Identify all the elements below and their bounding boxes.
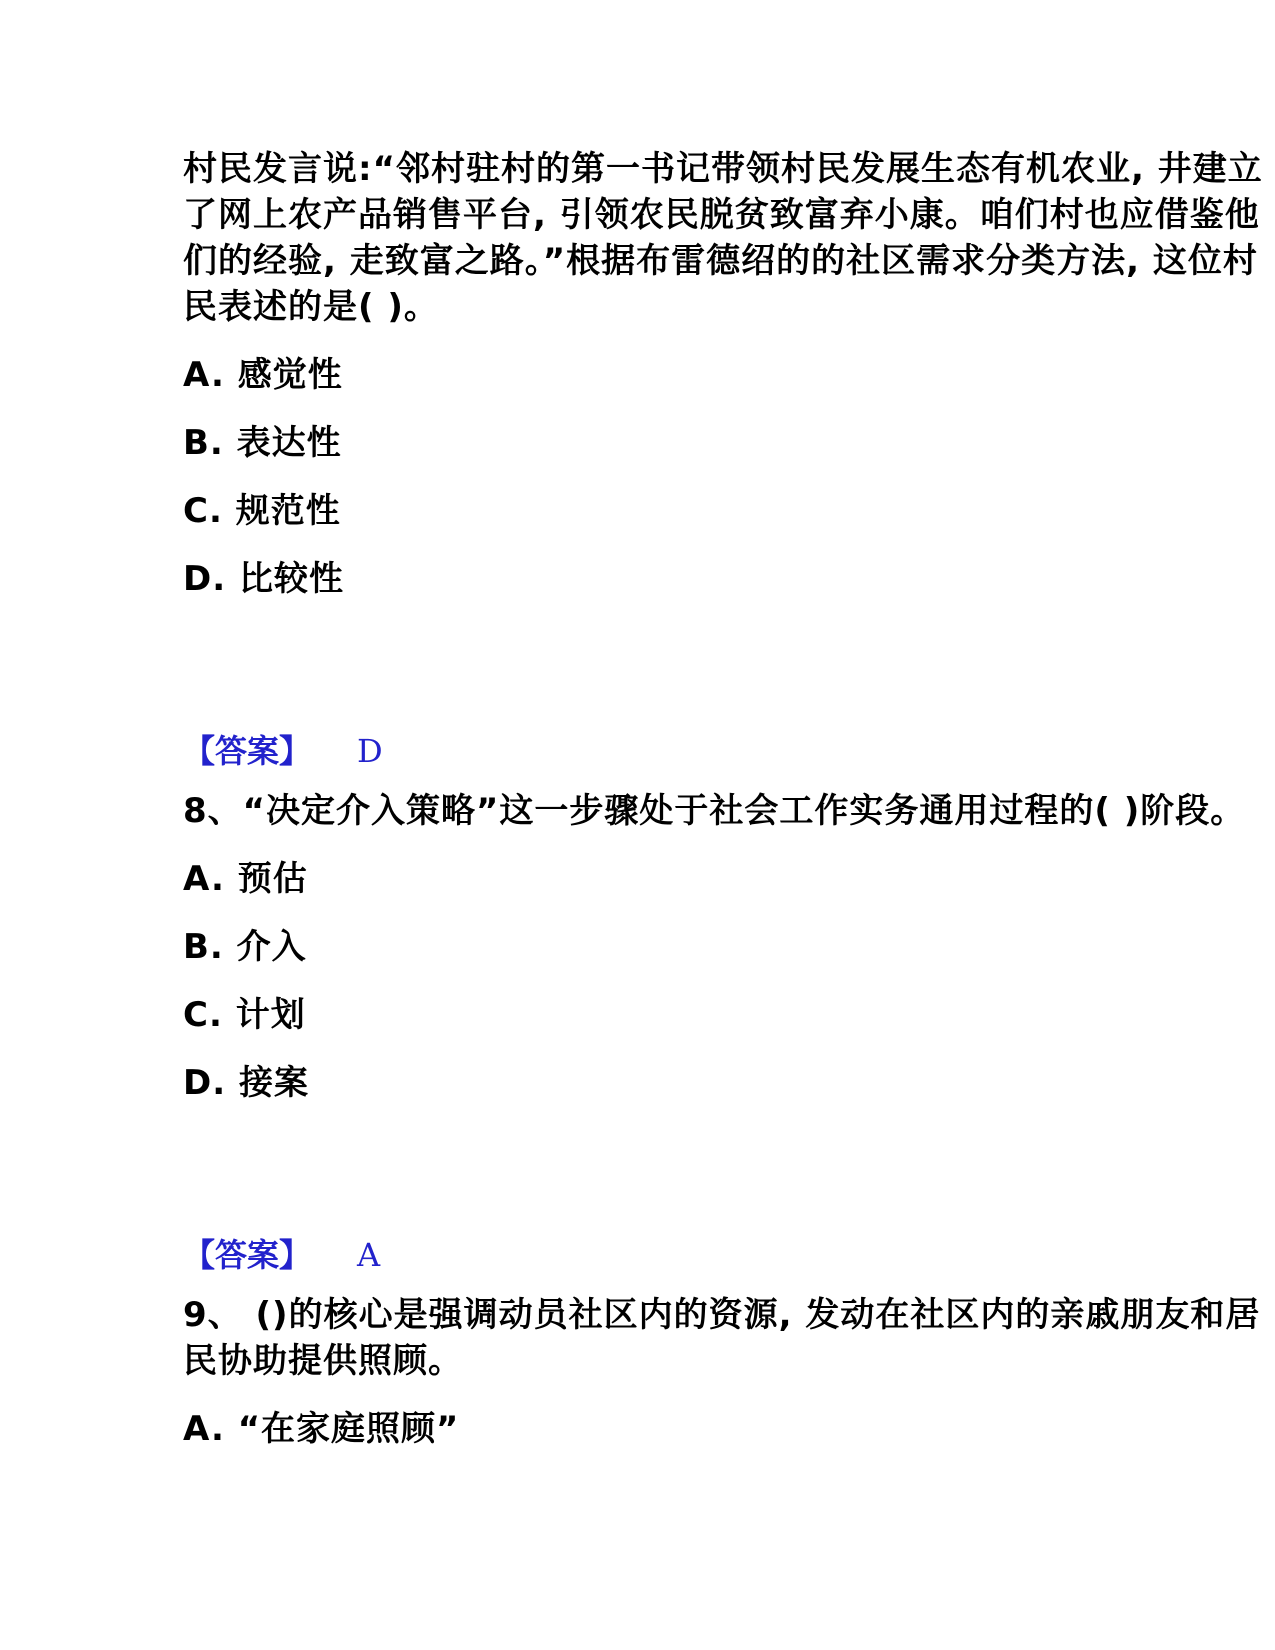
question-7-option-c: C. 规范性 [183,491,341,531]
question-8 [183,788,1246,1278]
question-7-option-d: D. 比较性 [183,559,344,599]
question-8-option-a: A. 预估 [183,859,308,899]
question-8-text: 8、“决定介入策略”这一步骤处于社会工作实务通用过程的( )阶段。 [183,791,1246,831]
question-7-answer-row [183,728,1115,774]
question-9-text-line-1: 9、 ()的核心是强调动员社区内的资源, 发动在社区内的亲戚朋友和居 [183,1295,1261,1335]
question-8-option-c: C. 计划 [183,995,306,1035]
question-7-text-line-4: 民表述的是( )。 [183,287,439,327]
question-7-text-line-3: 们的经验, 走致富之路。”根据布雷德绍的的社区需求分类方法, 这位村 [183,241,1258,281]
question-7-option-b: B. 表达性 [183,423,342,463]
question-8-option-b: B. 介入 [183,927,307,967]
question-7-option-a: A. 感觉性 [183,355,343,395]
answer-label: 【答案】 [183,1236,312,1274]
answer-label: 【答案】 [183,732,312,770]
question-7 [183,146,1263,774]
question-8-option-d: D. 接案 [183,1063,309,1103]
question-9-text-line-2: 民协助提供照顾。 [183,1341,463,1381]
question-8-answer-row [183,1232,1115,1278]
question-9-option-a: A. “在家庭照顾” [183,1409,460,1449]
question-7-text-line-2: 了网上农产品销售平台, 引领农民脱贫致富弃小康。咱们村也应借鉴他 [183,195,1260,235]
question-8-answer-value: A [357,1236,381,1274]
question-7-text-line-1: 村民发言说:“邻村驻村的第一书记带领村民发展生态有机农业, 井建立 [183,149,1263,189]
question-7-answer-value: D [357,732,383,770]
question-9 [183,1292,1261,1452]
